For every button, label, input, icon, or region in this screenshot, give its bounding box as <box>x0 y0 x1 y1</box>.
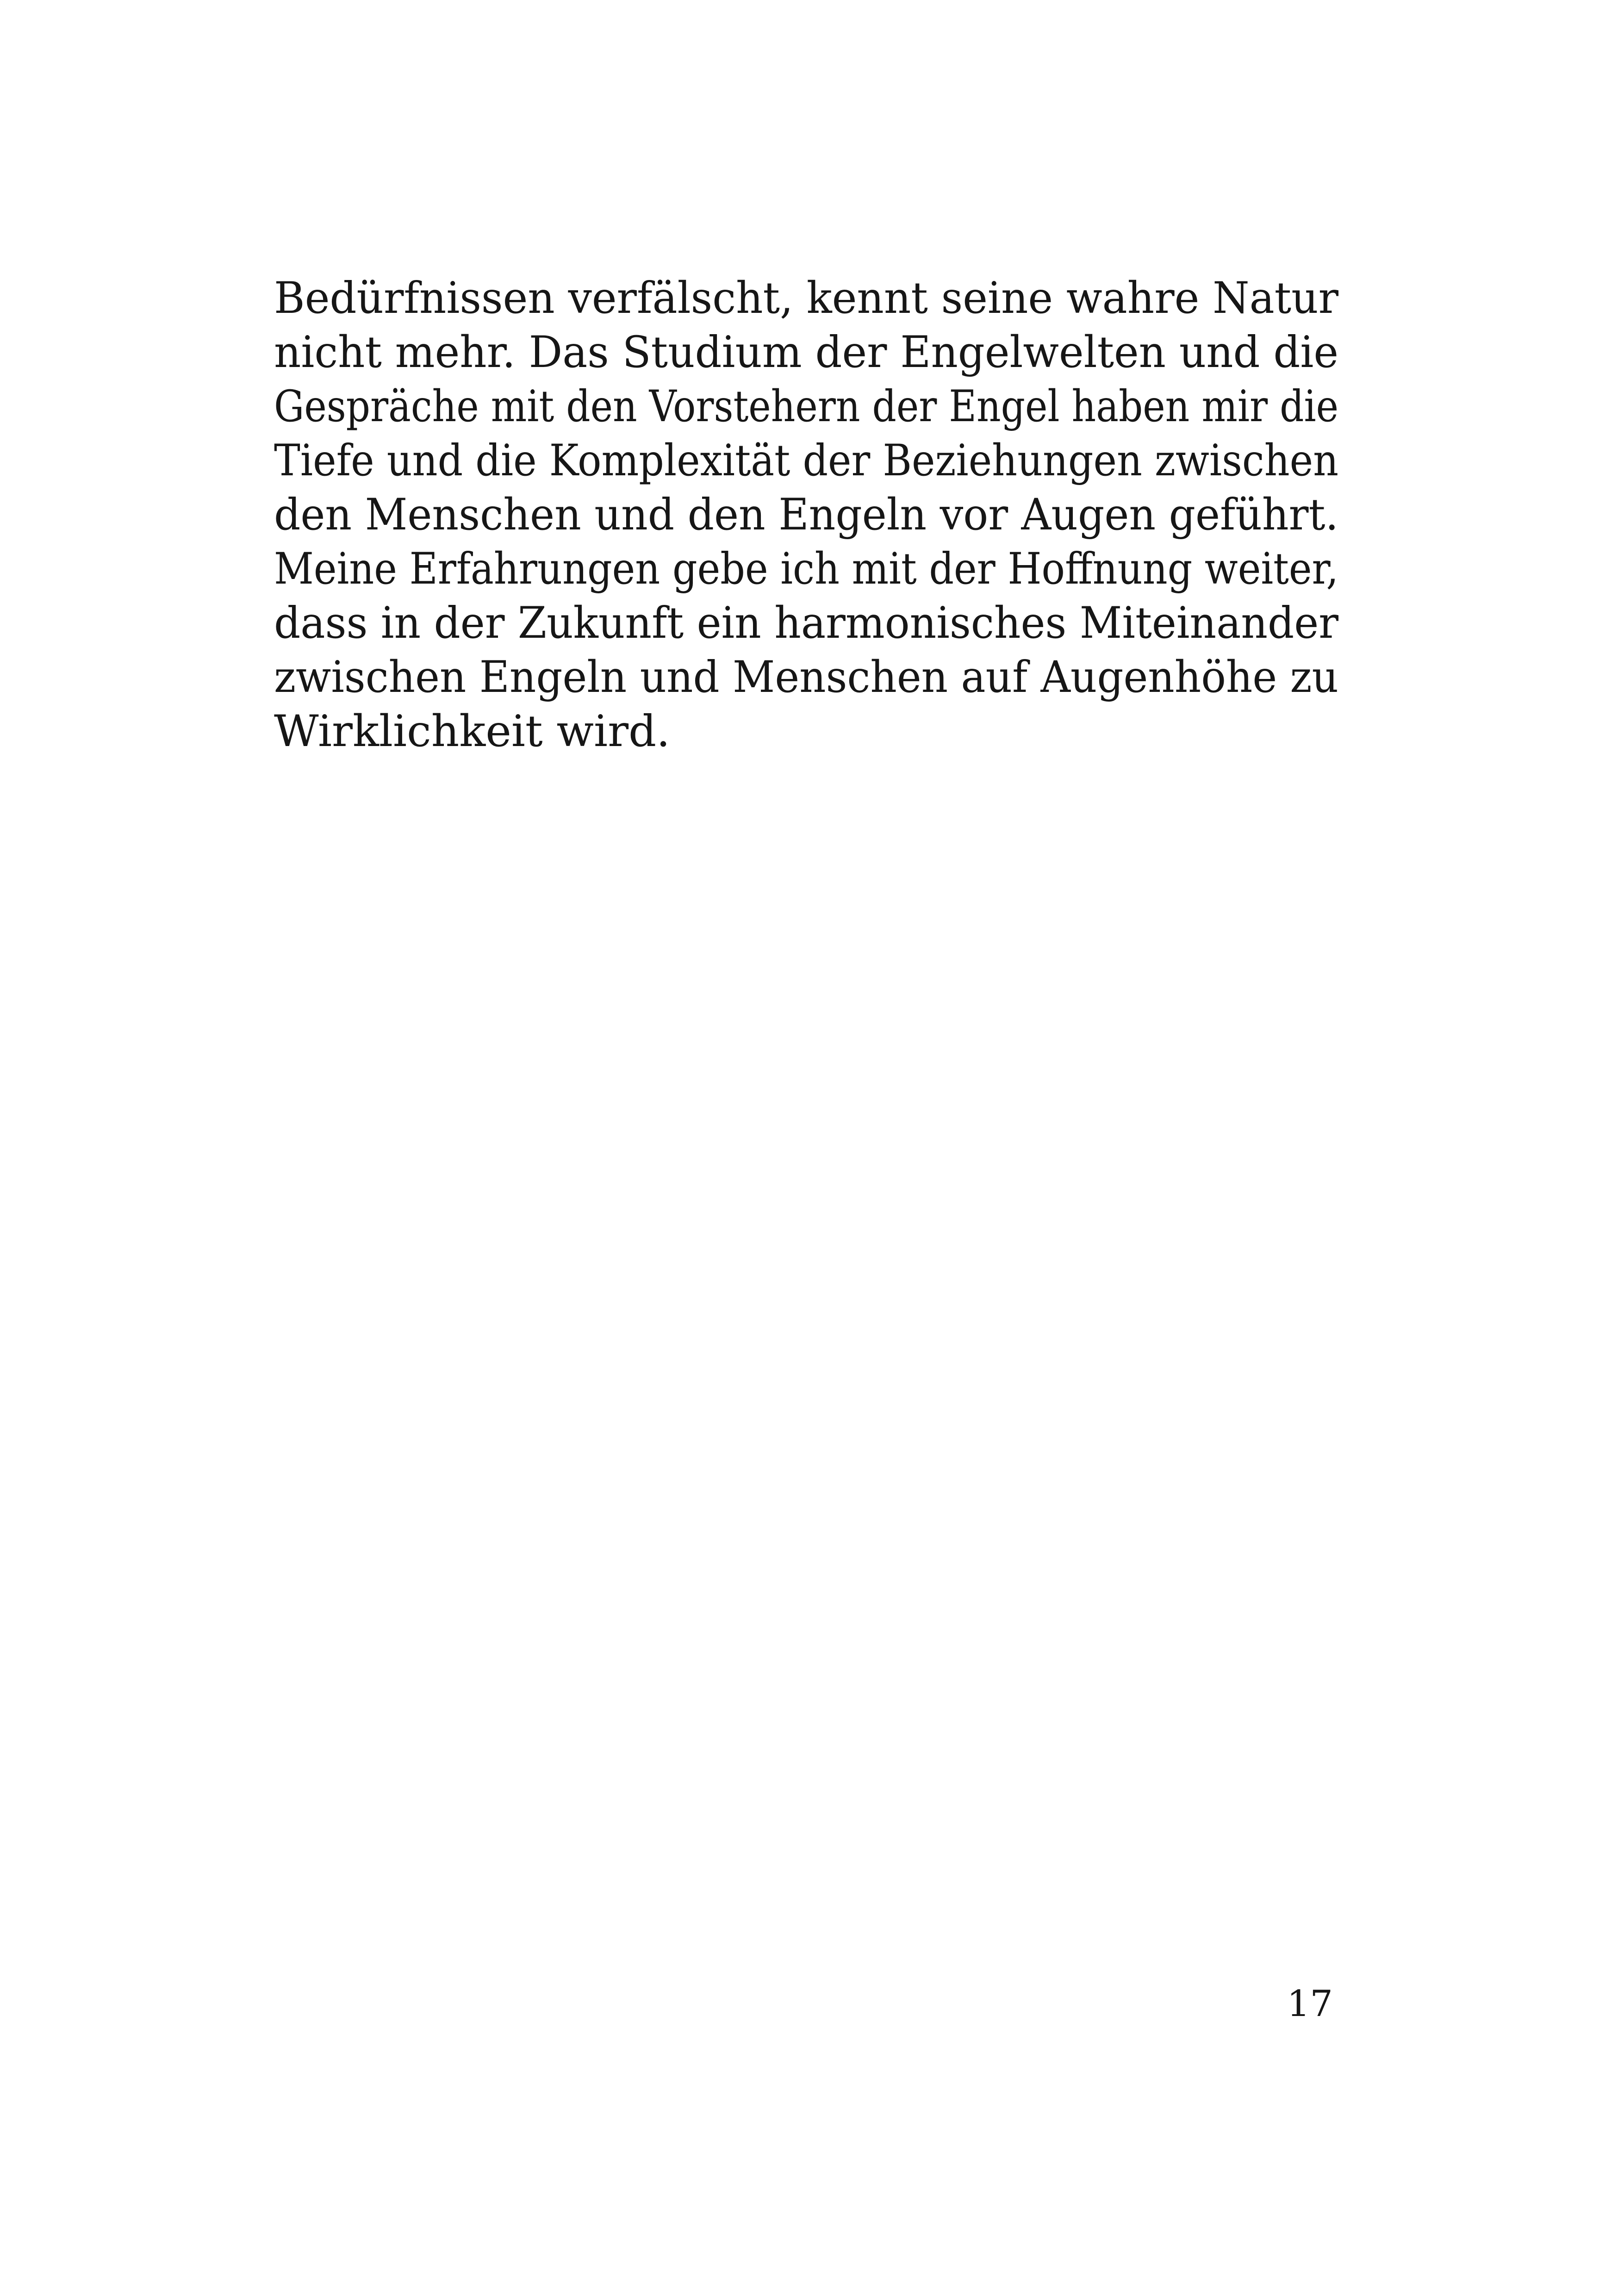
text-line: zwischen Engeln und Menschen auf Augenhöhe zu <box>274 652 1338 703</box>
page-number: 17 <box>1287 1983 1333 2025</box>
text-line: Wirklichkeit wird. <box>274 706 671 757</box>
text-line: dass in der Zukunft ein harmonisches Miteinander <box>274 598 1338 648</box>
text-line: Meine Erfahrungen gebe ich mit der Hoffnung weiter, <box>274 544 1338 594</box>
body-paragraph <box>274 271 1338 759</box>
text-line: Gespräche mit den Vorstehern der Engel haben mir die <box>274 381 1338 432</box>
text-line: den Menschen und den Engeln vor Augen geführt. <box>274 490 1338 540</box>
text-line: Bedürfnissen verfälscht, kennt seine wahre Natur <box>274 273 1338 324</box>
text-line: nicht mehr. Das Studium der Engelwelten und die <box>274 327 1338 378</box>
text-line: Tiefe und die Komplexität der Beziehungen zwischen <box>274 436 1338 486</box>
